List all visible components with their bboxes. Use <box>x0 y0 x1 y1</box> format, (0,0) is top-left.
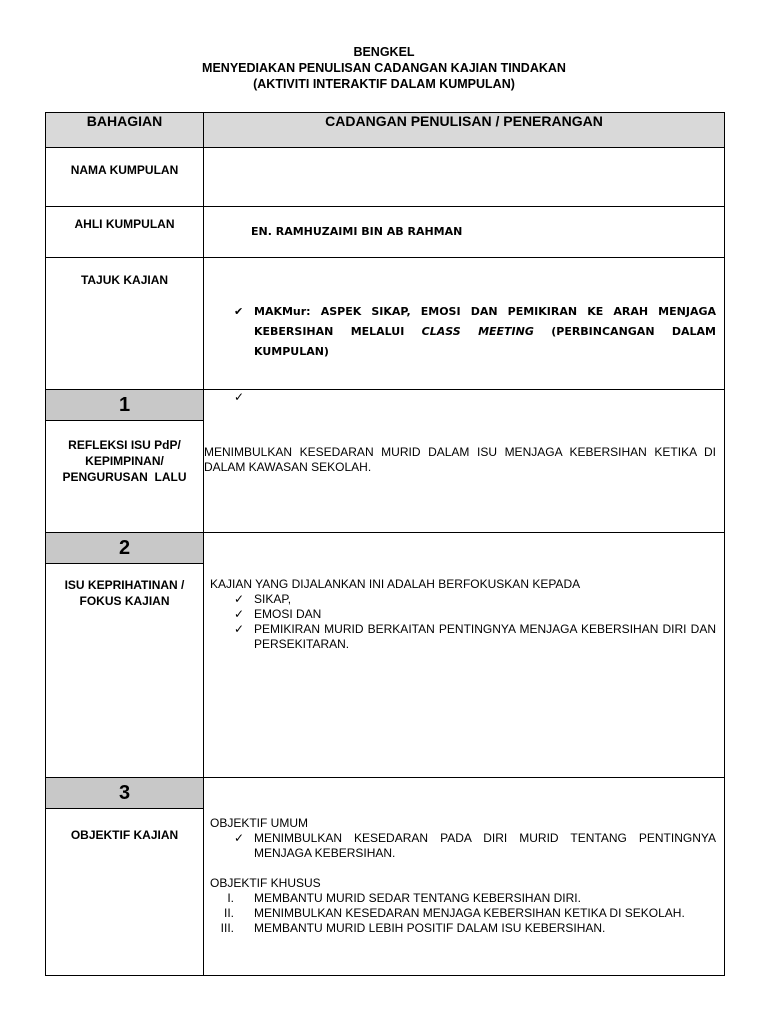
header-bahagian: BAHAGIAN <box>46 113 204 148</box>
value-nama-kumpulan <box>204 148 725 207</box>
list-item: I. MEMBANTU MURID SEDAR TENTANG KEBERSIHAN DIRI. <box>227 891 581 905</box>
label-nama-kumpulan: NAMA KUMPULAN <box>70 163 179 177</box>
section-number-1: 1 <box>46 390 203 421</box>
title-line-2: MENYEDIAKAN PENULISAN CADANGAN KAJIAN TINDAKAN <box>202 61 566 75</box>
section-number-3: 3 <box>46 778 203 809</box>
value-tajuk-kajian: ✔ MAKMur: ASPEK SIKAP, EMOSI DAN PEMIKIRAN KE ARAH MENJAGA KEBERSIHAN MELALUI CLASS MEETING (PERBINCANGAN DALAM KUMPULAN) <box>204 258 724 362</box>
table-header-row <box>46 113 725 148</box>
document-title <box>0 44 768 92</box>
objektif-khusus-list <box>204 891 716 936</box>
list-item: II. MENIMBULKAN KESEDARAN MENJAGA KEBERSIHAN KETIKA DI SEKOLAH. <box>223 906 685 920</box>
check-icon: ✔ <box>234 305 244 318</box>
section-number-2: 2 <box>46 533 203 564</box>
title-line-3: (AKTIVITI INTERAKTIF DALAM KUMPULAN) <box>253 77 515 91</box>
proposal-table <box>45 112 725 976</box>
title-line-1: BENGKEL <box>353 45 415 59</box>
section-2-item: ✓ PEMIKIRAN MURID BERKAITAN PENTINGNYA MENJAGA KEBERSIHAN DIRI DAN PERSEKITARAN. <box>204 622 716 652</box>
section-2-item: ✓ EMOSI DAN <box>204 607 716 622</box>
objektif-umum-title: OBJEKTIF UMUM <box>210 816 308 830</box>
label-tajuk-kajian: TAJUK KAJIAN <box>80 273 169 287</box>
header-cadangan: CADANGAN PENULISAN / PENERANGAN <box>204 113 725 148</box>
row-nama-kumpulan <box>46 148 725 207</box>
objektif-umum-item: ✓ MENIMBULKAN KESEDARAN PADA DIRI MURID TENTANG PENTINGNYA MENJAGA KEBERSIHAN. <box>204 831 716 861</box>
section-2-intro: KAJIAN YANG DIJALANKAN INI ADALAH BERFOKUSKAN KEPADA <box>210 577 581 591</box>
value-ahli-kumpulan: EN. RAMHUZAIMI BIN AB RAHMAN <box>251 225 463 238</box>
label-ahli-kumpulan: AHLI KUMPULAN <box>74 217 175 231</box>
section-3-content <box>204 778 724 936</box>
row-tajuk-kajian <box>46 258 725 390</box>
row-section-1 <box>46 390 725 533</box>
section-2-item: ✓ SIKAP, <box>204 592 716 607</box>
row-section-2 <box>46 533 725 778</box>
label-section-1: REFLEKSI ISU PdP/ KEPIMPINAN/ PENGURUSAN LALU <box>62 438 187 484</box>
label-section-3: OBJEKTIF KAJIAN <box>70 828 179 842</box>
objektif-khusus-title: OBJEKTIF KHUSUS <box>210 876 321 890</box>
label-section-2: ISU KEPRIHATINAN / FOKUS KAJIAN <box>64 578 185 608</box>
section-2-content <box>204 533 724 652</box>
list-item: III. MEMBANTU MURID LEBIH POSITIF DALAM ISU KEBERSIHAN. <box>220 921 606 935</box>
section-1-item: ✓ MENIMBULKAN KESEDARAN MURID DALAM ISU MENJAGA KEBERSIHAN KETIKA DI DALAM KAWASAN SEKOLAH. <box>204 390 724 475</box>
row-ahli-kumpulan <box>46 207 725 258</box>
row-section-3 <box>46 778 725 976</box>
